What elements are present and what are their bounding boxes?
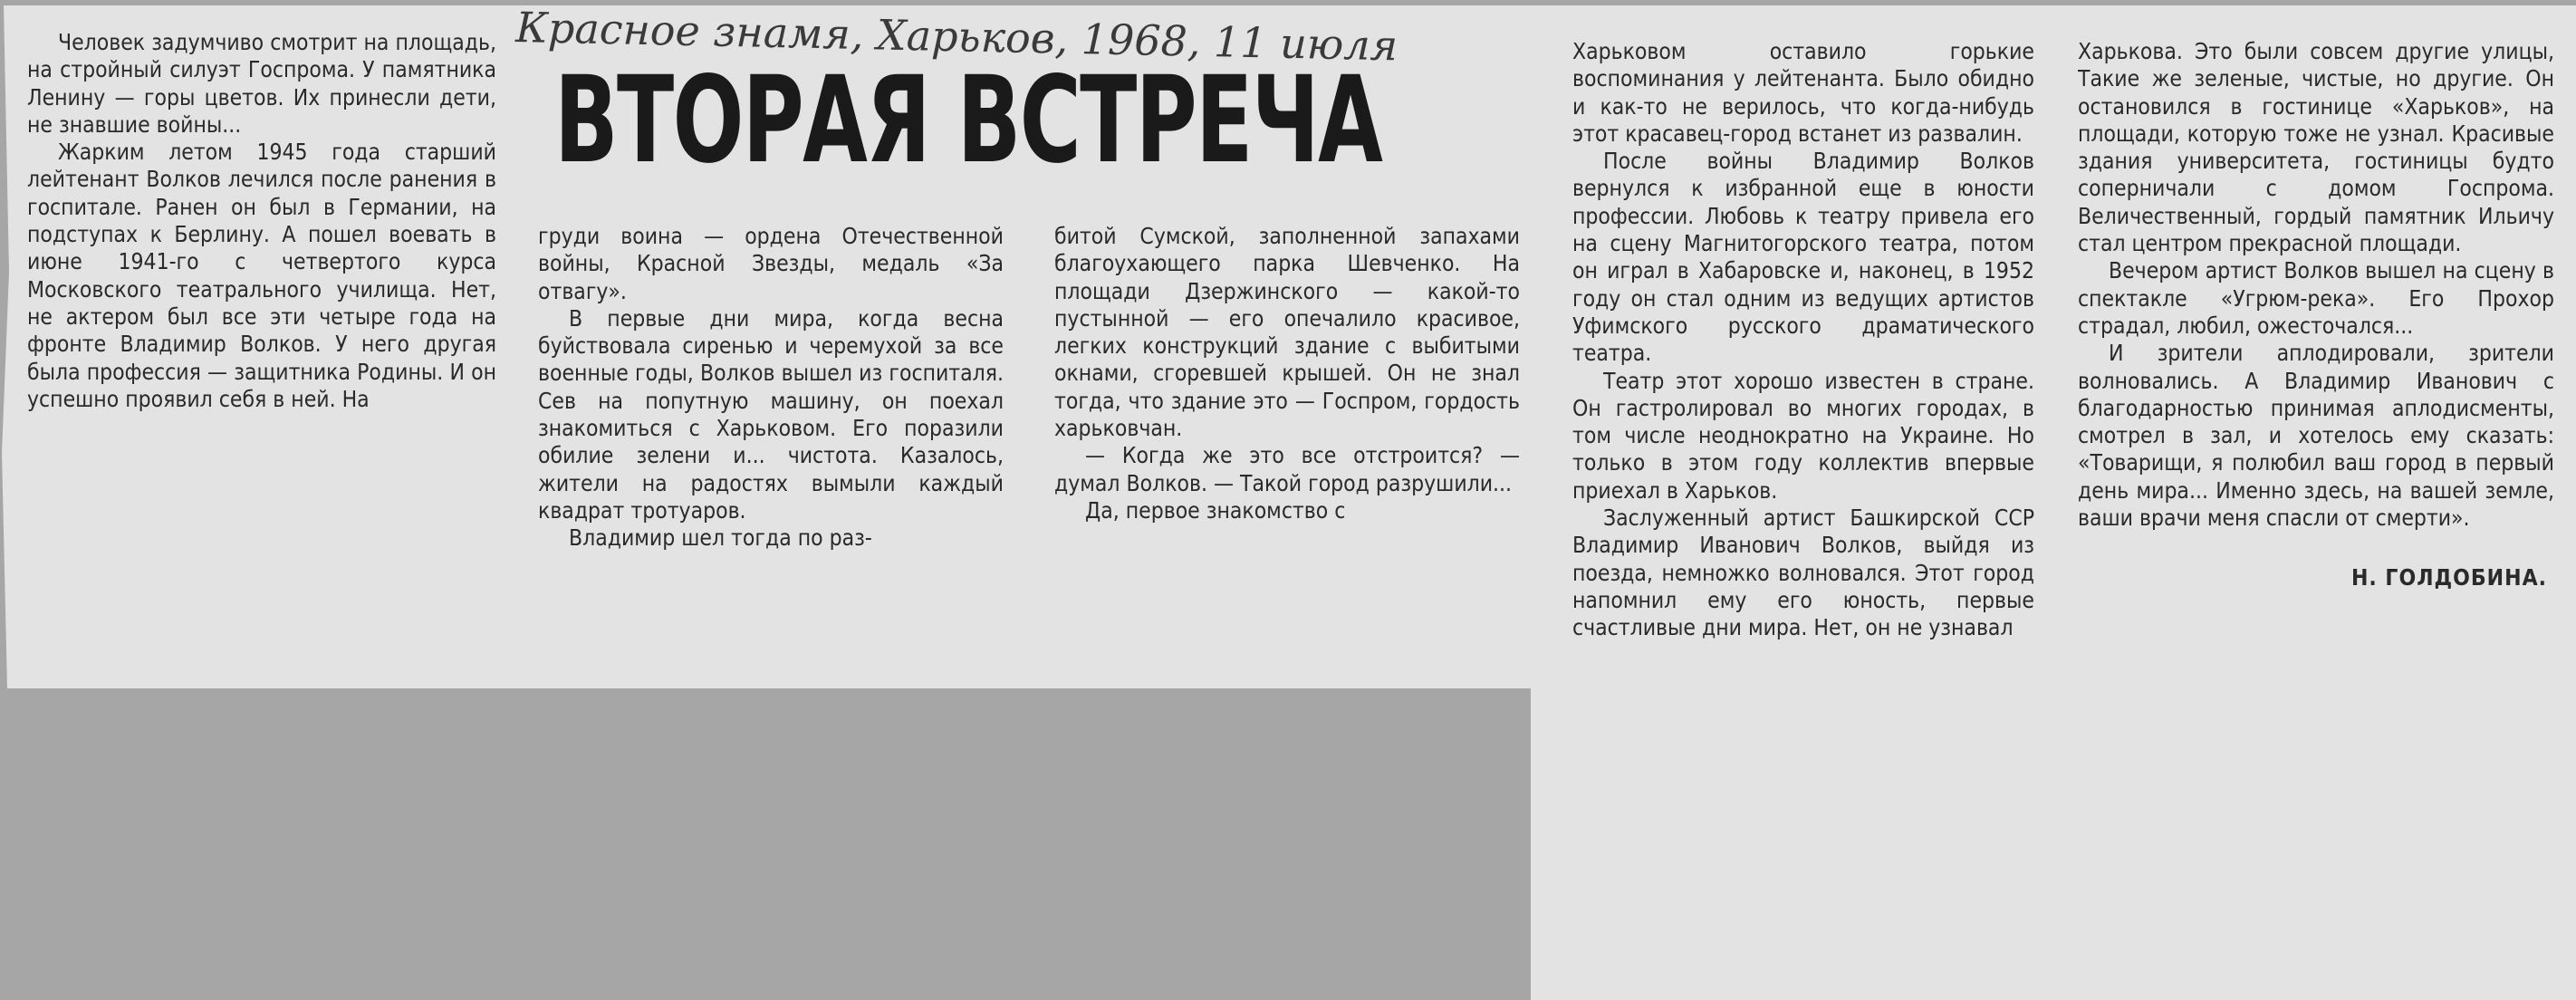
paragraph: Заслуженный артист Башкирской ССР Владимир Иванович Волков, выйдя из поезда, немножко волновался. Этот город напомнил ему его юность, первые счастливые дни мира. Нет, он не узнавал: [1572, 505, 2034, 641]
paragraph: Да, первое знакомство с: [1085, 496, 1346, 524]
paragraph: Театр этот хорошо известен в стране. Он гастролировал во многих городах, в том числе неоднократно на Украине. Но только в этом году коллектив впервые приехал в Харьков.: [1572, 367, 2034, 504]
paragraph: Харькова. Это были совсем другие улицы, Такие же зеленые, чистые, но другие. Он остановился в гостинице «Харьков», на площади, которую тоже не узнал. Красивые здания университета, гостиницы будто соперничали с домом Госпрома. Величественный, гордый памятник Ильичу стал центром прекрасной площади.: [2078, 38, 2554, 257]
paragraph: Харьковом оставило горькие воспоминания у лейтенанта. Было обидно и как-то не верилось, что когда-нибудь этот красавец-город встанет из развалин.: [1572, 38, 2034, 147]
paragraph: Владимир шел тогда по раз-: [569, 524, 872, 552]
handwritten-note: Красное знамя, Харьков, 1968, 11 июля: [514, 2, 1399, 71]
paragraph: В первые дни мира, когда весна буйствовала сиренью и черемухой за все военные годы, Волков вышел из госпиталя. Сев на попутную машину, он поехал знакомиться с Харьковом. Его поразили обилие зелени и... чистота. Казалось, жители на радостях вымыли каждый квадрат тротуаров.: [538, 304, 1004, 524]
paragraph: Вечером артист Волков вышел на сцену в спектакле «Угрюм-река». Его Прохор страдал, любил, ожесточался...: [2078, 257, 2554, 339]
paragraph: После войны Владимир Волков вернулся к избранной еще в юности профессии. Любовь к театру привела его на сцену Магнитогорского театра, потом он играл в Хабаровске и, наконец, в 1952 году он стал одним из ведущих артистов Уфимского русского драматического театра.: [1572, 148, 2034, 367]
article-column-3: [1054, 223, 1520, 676]
paragraph: — Когда же это все отстроится? — думал Волков. — Такой город разрушили...: [1054, 442, 1520, 496]
paragraph: Жарким летом 1945 года старший лейтенант Волков лечился после ранения в госпитале. Ранен он был в Германии, на подступах к Берлину. А пошел воевать в июне 1941-го с четвертого курса Московского театрального училища. Нет, не актером был все эти четыре года на фронте Владимир Волков. У него другая была профессия — защитника Родины. И он успешно проявил себя в ней. На: [27, 139, 496, 412]
article-column-2: [538, 223, 1004, 676]
paragraph: Человек задумчиво смотрит на площадь, на стройный силуэт Госпрома. У памятника Ленину — горы цветов. Их принесли дети, не знавшие войны...: [27, 29, 496, 138]
article-column-1: [27, 29, 496, 681]
article-column-4: [1572, 38, 2034, 980]
author-signature: Н. ГОЛДОБИНА.: [2350, 564, 2547, 591]
article-column-5: [2078, 38, 2554, 980]
paragraph: битой Сумской, заполненной запахами благоухающего парка Шевченко. На площади Дзержинского — какой-то пустынной — его опечалило красивое, легких конструкций здание с выбитыми окнами, сгоревшей крышей. Он не знал тогда, что здание это — Госпром, гордость харьковчан.: [1054, 223, 1520, 442]
paragraph: груди воина — ордена Отечественной войны, Красной Звезды, медаль «За отвагу».: [538, 223, 1004, 304]
article-headline: ВТОРАЯ ВСТРЕЧА: [554, 51, 1382, 190]
paragraph: И зрители аплодировали, зрители волновались. А Владимир Иванович с благодарностью принимая аплодисменты, смотрел в зал, и хотелось ему сказать: «Товарищи, я полюбил ваш город в первый день мира... Именно здесь, на вашей земле, ваши врачи меня спасли от смерти».: [2078, 340, 2554, 532]
